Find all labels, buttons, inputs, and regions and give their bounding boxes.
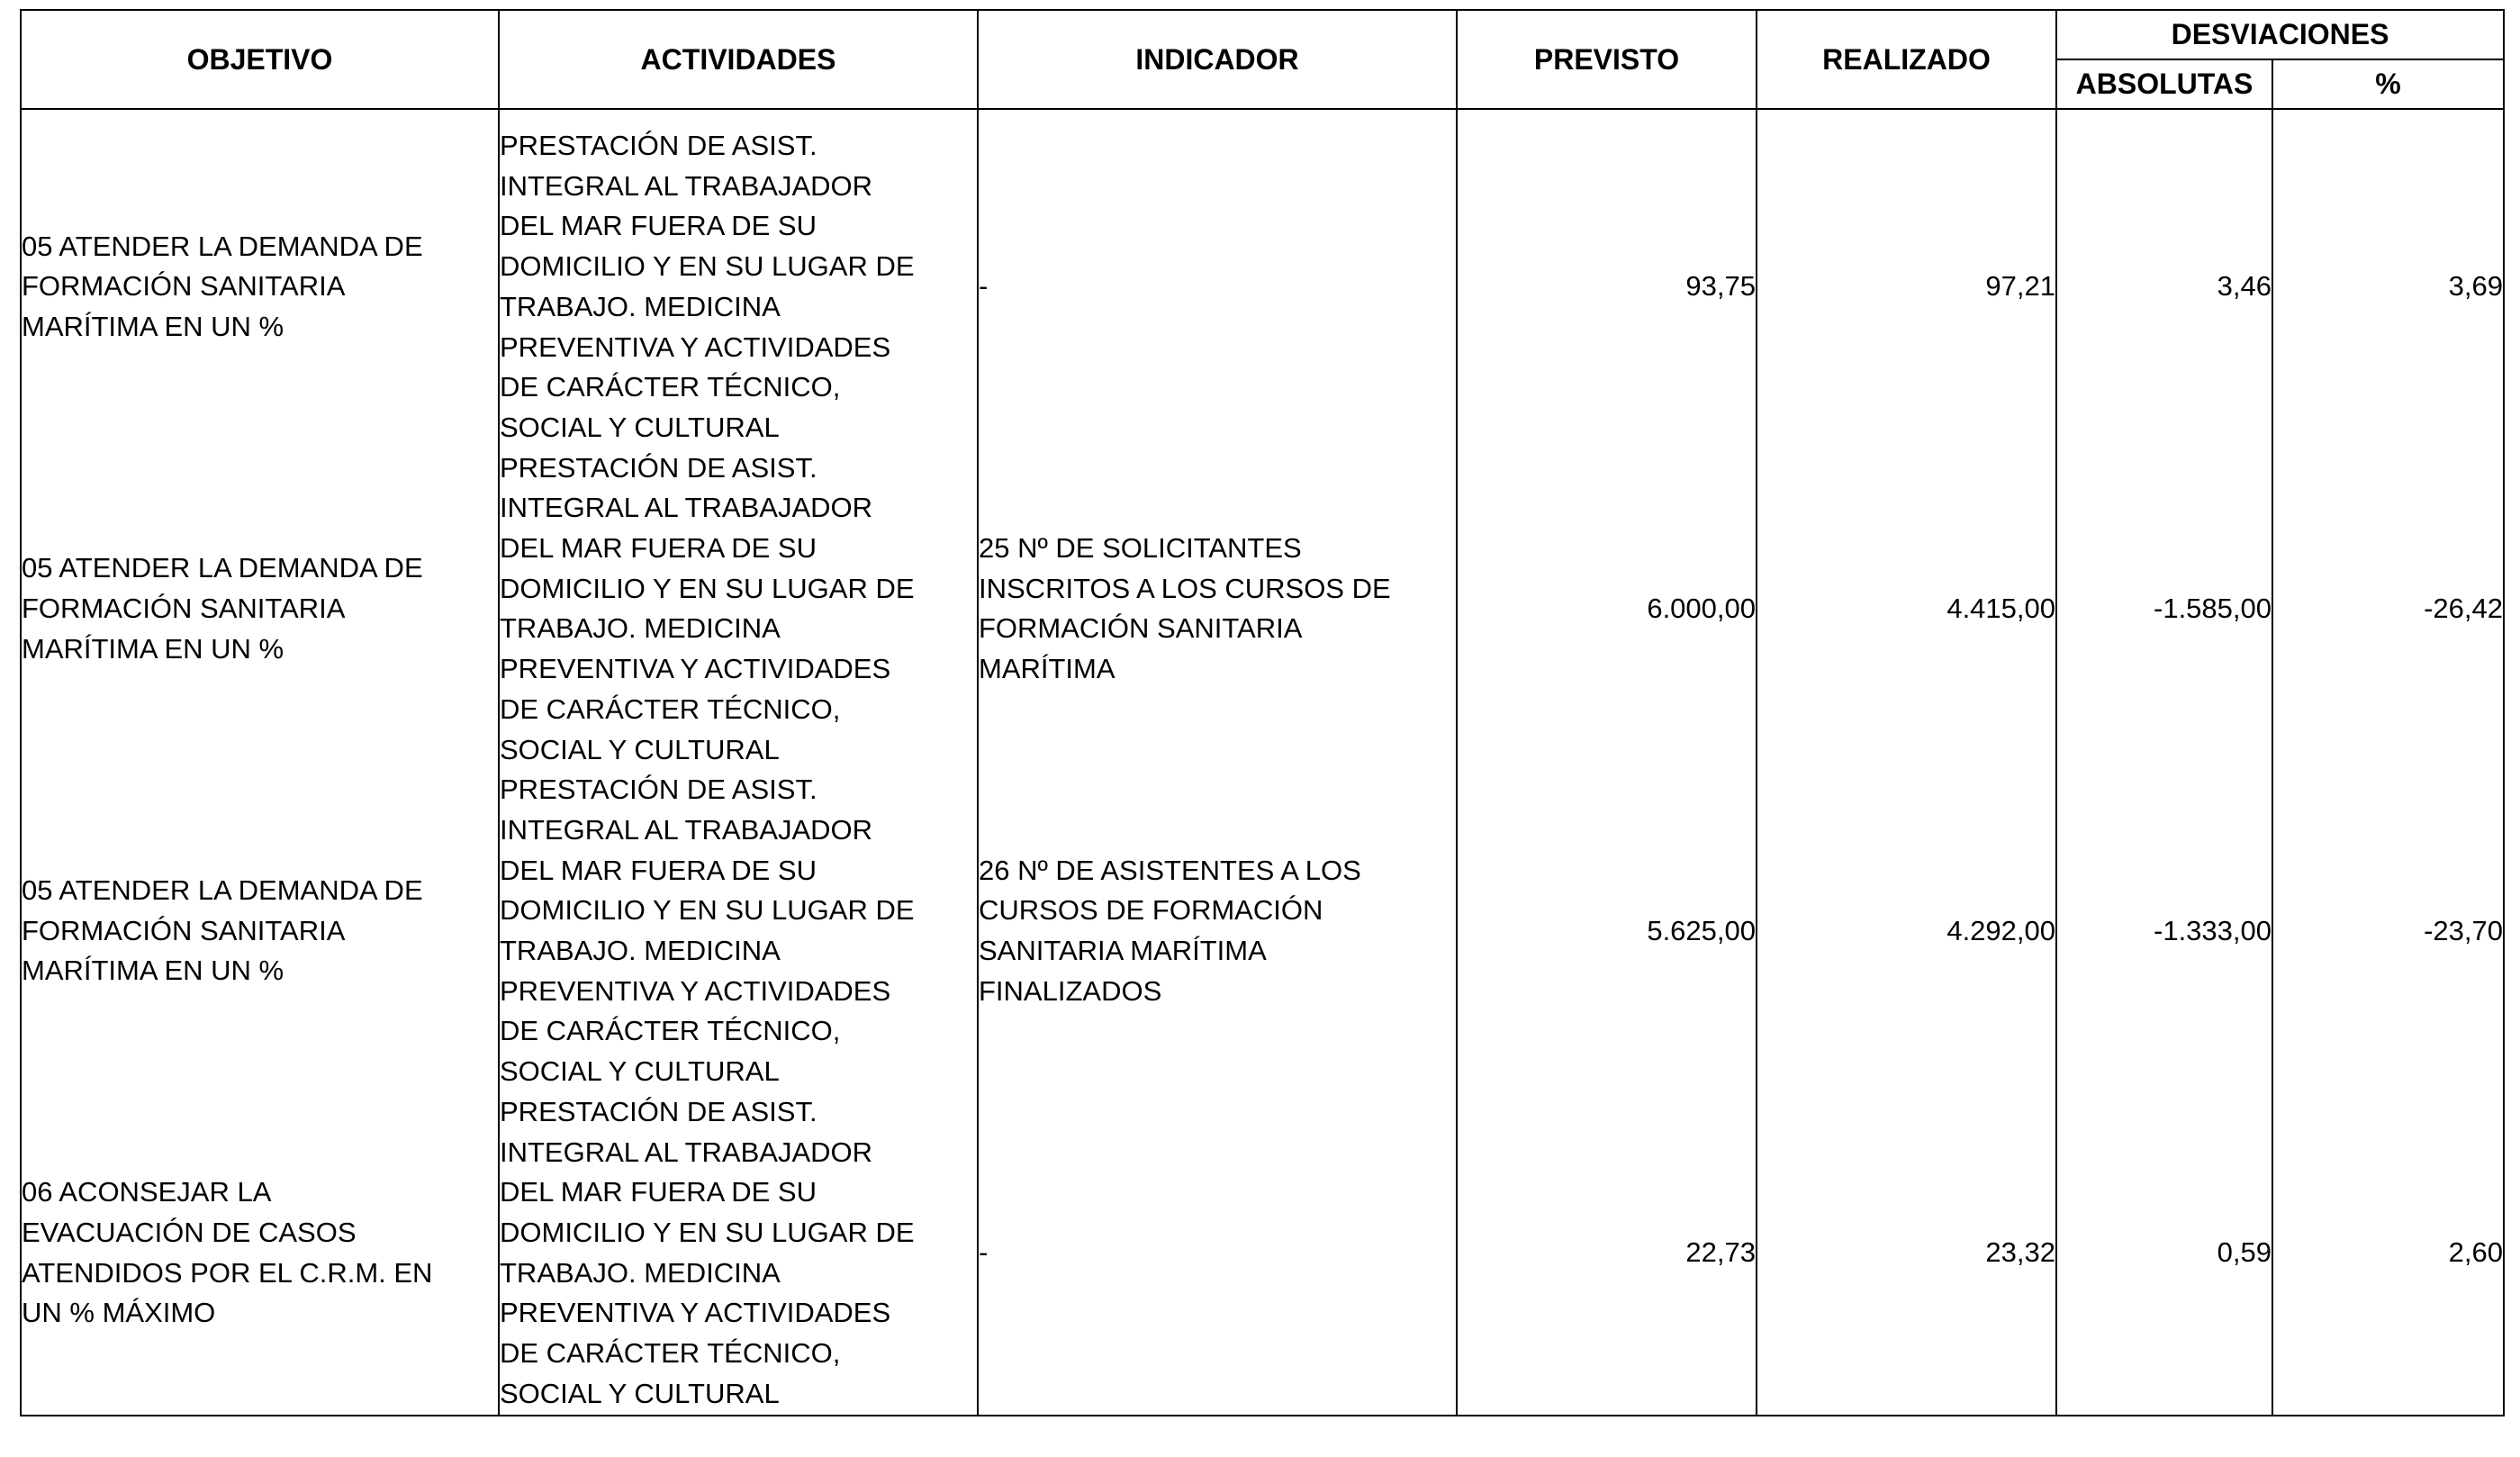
cell-previsto: 93,75 xyxy=(1457,109,1757,448)
header-row xyxy=(21,10,2504,59)
header-indicador: INDICADOR xyxy=(978,10,1457,109)
cell-realizado: 97,21 xyxy=(1757,109,2056,448)
header-porcentaje: % xyxy=(2272,59,2504,109)
cell-porcentaje: -23,70 xyxy=(2272,770,2504,1092)
cell-porcentaje: 2,60 xyxy=(2272,1092,2504,1416)
header-objetivo: OBJETIVO xyxy=(21,10,499,109)
cell-indicador: - xyxy=(978,109,1457,448)
header-absolutas: ABSOLUTAS xyxy=(2056,59,2272,109)
cell-previsto: 22,73 xyxy=(1457,1092,1757,1416)
header-actividades: ACTIVIDADES xyxy=(499,10,978,109)
cell-absolutas: -1.333,00 xyxy=(2056,770,2272,1092)
objectives-table xyxy=(20,9,2505,1416)
header-desviaciones: DESVIACIONES xyxy=(2056,10,2504,59)
cell-porcentaje: -26,42 xyxy=(2272,448,2504,771)
cell-porcentaje: 3,69 xyxy=(2272,109,2504,448)
cell-absolutas: 0,59 xyxy=(2056,1092,2272,1416)
cell-objetivo: 05 ATENDER LA DEMANDA DE FORMACIÓN SANITARIA MARÍTIMA EN UN % xyxy=(21,448,499,771)
cell-previsto: 6.000,00 xyxy=(1457,448,1757,771)
table-row xyxy=(21,448,2504,771)
cell-actividades: PRESTACIÓN DE ASIST. INTEGRAL AL TRABAJADOR DEL MAR FUERA DE SU DOMICILIO Y EN SU LUGAR DE TRABAJO. MEDICINA PREVENTIVA Y ACTIVIDADES DE CARÁCTER TÉCNICO, SOCIAL Y CULTURAL xyxy=(499,448,978,771)
table-row xyxy=(21,1092,2504,1416)
cell-previsto: 5.625,00 xyxy=(1457,770,1757,1092)
cell-indicador: 26 Nº DE ASISTENTES A LOS CURSOS DE FORMACIÓN SANITARIA MARÍTIMA FINALIZADOS xyxy=(978,770,1457,1092)
cell-realizado: 4.292,00 xyxy=(1757,770,2056,1092)
cell-indicador: 25 Nº DE SOLICITANTES INSCRITOS A LOS CURSOS DE FORMACIÓN SANITARIA MARÍTIMA xyxy=(978,448,1457,771)
table-row xyxy=(21,770,2504,1092)
cell-objetivo: 06 ACONSEJAR LA EVACUACIÓN DE CASOS ATENDIDOS POR EL C.R.M. EN UN % MÁXIMO xyxy=(21,1092,499,1416)
cell-absolutas: -1.585,00 xyxy=(2056,448,2272,771)
table-row xyxy=(21,109,2504,448)
cell-actividades: PRESTACIÓN DE ASIST. INTEGRAL AL TRABAJADOR DEL MAR FUERA DE SU DOMICILIO Y EN SU LUGAR DE TRABAJO. MEDICINA PREVENTIVA Y ACTIVIDADES DE CARÁCTER TÉCNICO, SOCIAL Y CULTURAL xyxy=(499,770,978,1092)
cell-indicador: - xyxy=(978,1092,1457,1416)
cell-actividades: PRESTACIÓN DE ASIST. INTEGRAL AL TRABAJADOR DEL MAR FUERA DE SU DOMICILIO Y EN SU LUGAR DE TRABAJO. MEDICINA PREVENTIVA Y ACTIVIDADES DE CARÁCTER TÉCNICO, SOCIAL Y CULTURAL xyxy=(499,109,978,448)
cell-realizado: 4.415,00 xyxy=(1757,448,2056,771)
cell-realizado: 23,32 xyxy=(1757,1092,2056,1416)
header-previsto: PREVISTO xyxy=(1457,10,1757,109)
cell-actividades: PRESTACIÓN DE ASIST. INTEGRAL AL TRABAJADOR DEL MAR FUERA DE SU DOMICILIO Y EN SU LUGAR DE TRABAJO. MEDICINA PREVENTIVA Y ACTIVIDADES DE CARÁCTER TÉCNICO, SOCIAL Y CULTURAL xyxy=(499,1092,978,1416)
cell-objetivo: 05 ATENDER LA DEMANDA DE FORMACIÓN SANITARIA MARÍTIMA EN UN % xyxy=(21,770,499,1092)
cell-absolutas: 3,46 xyxy=(2056,109,2272,448)
header-realizado: REALIZADO xyxy=(1757,10,2056,109)
cell-objetivo: 05 ATENDER LA DEMANDA DE FORMACIÓN SANITARIA MARÍTIMA EN UN % xyxy=(21,109,499,448)
document-page xyxy=(20,9,2505,1416)
